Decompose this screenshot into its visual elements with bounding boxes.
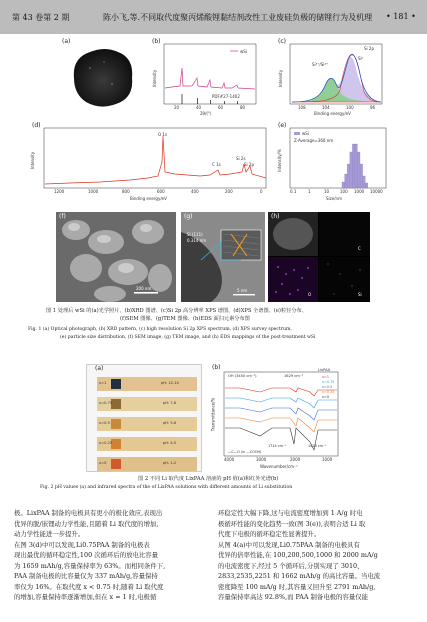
si2p-tick: 108 (298, 105, 306, 110)
ftir-xlabel: Wavenumber/cm⁻¹ (260, 464, 298, 469)
ftir-legend-item: x=0.75 (322, 380, 335, 384)
panel-a-label: (a) (62, 38, 71, 45)
strip-ph-label: pH: 12-14 (161, 381, 179, 385)
strip-x-label: x=0.75 (99, 401, 113, 405)
panel-d-label: (d) (32, 122, 41, 129)
ftir-oh-label: OH (3450 cm⁻¹) (228, 374, 257, 378)
size-tick: 10000 (370, 189, 383, 194)
size-tick: 1000 (354, 189, 365, 194)
survey-tick: 800 (122, 189, 130, 194)
panel-f-label: (f) (59, 213, 66, 220)
ftir-1629-label: 1629 cm⁻¹ (284, 374, 304, 378)
eds-label-si: Si (358, 292, 362, 297)
size-ylabel: Intensity/% (276, 149, 282, 172)
panel-g-label: (g) (184, 213, 193, 220)
body-column-left (14, 508, 210, 603)
ftir-1714-label: 1714 cm⁻¹ (268, 444, 287, 448)
journal-volume: 第 43 卷第 2 期 (12, 13, 70, 22)
si2p-peak-label: Si 2p (244, 162, 255, 167)
body-line: 的电流密度下,经过 5 个循环后,分别实现了 3010、 (218, 561, 364, 570)
size-tick: 1 (308, 189, 311, 194)
page-header (0, 0, 427, 34)
body-line: 容量保持率高达 92.8%,而 PAA 制备电极的容量仅能 (218, 593, 369, 601)
si2p-tick: 100 (346, 105, 354, 110)
fig2-caption-en: Fig. 2 pH values (a) and infrared spectra of the of LixPAA solutions with different amounts of Li substitution (40, 485, 293, 490)
ftir-ylabel: Transmittance/% (210, 397, 216, 432)
strip-ph-label: pH: 7-8 (163, 401, 177, 405)
si2s-label: Si 2s (236, 156, 246, 161)
tem-scale: 5 nm (237, 288, 248, 293)
body-column-right (218, 508, 418, 603)
tem-dspacing: 0.314 nm (187, 238, 207, 243)
page-number: • 181 • (386, 12, 416, 21)
strip-x-label: x=0.25 (99, 441, 113, 445)
eds-label-c: C (358, 246, 361, 251)
si0-label: Si⁰ (358, 56, 364, 61)
xrd-legend: wSi (240, 49, 247, 54)
panel-2b-label: (b) (212, 364, 221, 371)
body-line: 优异的脱/嵌锂动力学性能,且随着 Li 取代度的增加, (14, 519, 159, 528)
survey-tick: 0 (260, 189, 263, 194)
figure-2 (0, 358, 427, 493)
z-average: Z-Average=360 nm (294, 138, 334, 143)
body-line: PAA 制备电极的比容量仅为 337 mAh/g,容量保持 (14, 572, 158, 580)
body-line: 的增加,容量保持率逐渐增加,但在 x = 1 时,电极循 (14, 593, 157, 601)
survey-tick: 1200 (54, 189, 65, 194)
panel-h-label: (h) (271, 213, 280, 220)
size-tick: 0.1 (290, 189, 297, 194)
ftir-1428-label: 1428 cm⁻¹ (308, 444, 327, 448)
c1s-label: C 1s (212, 162, 221, 167)
xps-survey-chart (30, 122, 270, 204)
panel-e-particle-size (278, 122, 390, 204)
ftir-legend-item: x=0 (322, 395, 330, 399)
panel-2b-ftir (210, 364, 342, 476)
survey-tick: 600 (157, 189, 165, 194)
panel-a-optical-photo (60, 38, 145, 113)
fig1-caption-en-2: (e) particle size distribution, (f) SEM image, (g) TEM image, and (h) EDS mappings of the post-treatment wSi (60, 335, 316, 340)
body-line: 极循环性能的变化趋势一致(图 3(e)),表明合适 Li 取 (218, 519, 366, 528)
xrd-xlabel: 2θ/(°) (200, 111, 212, 116)
si2p-xlabel: Binding energy/eV (314, 111, 351, 116)
survey-tick: 400 (191, 189, 199, 194)
strip-x-label: x=0 (99, 461, 107, 465)
body-line: 环稳定性大幅下降,这与电流密度增加到 1 A/g 时电 (218, 509, 363, 517)
fig1-caption-cn-1: 图 1 处理后 wSi 的(a)光学照片、(b)XRD 图谱、(c)Si 2p 高分辨率 XPS 谱图、(d)XPS 全谱图、(e)粒径分布、 (46, 308, 307, 314)
xrd-pdf-label: PDF#27-1402 (212, 94, 240, 99)
panel-2a-label: (a) (95, 365, 104, 372)
si2p-tick: 96 (370, 105, 376, 110)
ftir-coo-label: —C—O (in —COOH) (228, 450, 262, 454)
panel-b-label: (b) (152, 38, 161, 45)
xrd-tick: 80 (240, 105, 246, 110)
body-line: 为 1659 mAh/g,容量保持率为 63%。而相同条件下, (14, 561, 166, 570)
size-legend: wSi (302, 131, 309, 136)
panel-c-label: (c) (278, 38, 286, 45)
panel-d-xps-survey (30, 122, 270, 204)
body-line: 在图 3(d)中可以发现,Li0.75PAA 制备的电极表 (14, 540, 150, 549)
ftir-tick: 1000 (322, 457, 333, 462)
strip-ph-label: pH: 1-2 (163, 461, 177, 465)
ftir-legend-item: x=0.25 (322, 390, 335, 394)
size-xlabel: Size/nm (326, 196, 342, 201)
body-line: 从图 4(a)中可以发现,Li0.75PAA 制备的电极具有 (218, 540, 360, 549)
ftir-legend-title: LixPAA (318, 368, 331, 372)
sem-scale: 200 nm (136, 286, 152, 291)
ftir-legend-item: x=1 (322, 375, 330, 379)
figure-1 (0, 34, 427, 364)
eds-label-o: O (308, 292, 312, 297)
tem-plane: Si (111) (187, 232, 203, 237)
panel-g-tem (181, 212, 265, 302)
survey-tick: 1000 (88, 189, 99, 194)
xrd-tick: 20 (174, 105, 180, 110)
ftir-legend-item: x=0.5 (322, 385, 333, 389)
xrd-tick: 60 (218, 105, 224, 110)
fig1-caption-en-1: Fig. 1 (a) Optical photograph, (b) XRD pattern, (c) high resolution Si 2p XPS spectrum, (d) XPS survey spectrum, (28, 327, 292, 332)
powder-photo (60, 38, 145, 113)
sem-image (56, 212, 176, 302)
panel-c-si2p-xps (278, 38, 390, 118)
size-tick: 100 (340, 189, 348, 194)
body-line: 率仅为 16%。在取代度 x < 0.75 时,随着 Li 取代度 (14, 582, 164, 591)
eds-maps (268, 212, 370, 302)
panel-2a-ph-strips (86, 364, 202, 472)
body-line: 动力学性能进一步提升。 (14, 530, 85, 538)
si34-label: Si³⁺/Si⁴⁺ (312, 62, 329, 67)
body-line: 极。LixPAA 制备的电极具有更小的极化效应,表现出 (14, 509, 163, 517)
si2p-tick: 104 (322, 105, 330, 110)
o1s-label: O 1s (158, 132, 168, 137)
si2p-label: Si 2p (364, 46, 375, 51)
body-line: 优异的倍率性能,在 100,200,500,1000 和 2000 mA/g (218, 551, 378, 559)
strip-x-label: x=0.5 (99, 421, 110, 425)
running-title: 陈小飞,等.不同取代度聚丙烯酸锂黏结剂改性工业废硅负极的储锂行为及机理 (103, 13, 373, 22)
strip-x-label: x=1 (99, 381, 107, 385)
body-line: 密度降至 100 mA/g 时,其容量又回升至 2791 mAh/g, (218, 582, 376, 591)
strip-ph-label: pH: 4-5 (163, 441, 177, 445)
body-line: 2833,2535,2251 和 1662 mAh/g 的高比容量。当电流 (218, 572, 381, 580)
tem-image (181, 212, 265, 302)
survey-tick: 200 (225, 189, 233, 194)
panel-h-eds (268, 212, 370, 302)
strip-ph-label: pH: 5-6 (163, 421, 177, 425)
size-tick: 10 (324, 189, 330, 194)
body-line: 代度下电极的循环稳定性显著提升。 (218, 530, 321, 538)
si2p-ylabel: Intensity (278, 69, 284, 88)
survey-ylabel: Intensity (30, 151, 36, 170)
ftir-tick: 4000 (224, 457, 235, 462)
ftir-tick: 2000 (290, 457, 301, 462)
survey-xlabel: Binding energy/eV (130, 196, 167, 201)
panel-f-sem (56, 212, 176, 302)
panel-b-xrd (152, 38, 262, 118)
body-line: 现出最优的循环稳定性,100 次循环后的放电比容量 (14, 551, 159, 559)
xrd-tick: 40 (196, 105, 202, 110)
fig2-caption-cn: 图 2 不同 Li 取代度 LixPAA 溶液的 pH 值(a)和红外光谱(b) (138, 476, 279, 482)
ftir-tick: 3000 (256, 457, 267, 462)
panel-e-label: (e) (278, 122, 287, 129)
fig1-caption-cn-2: (f)SEM 图像、(g)TEM 图像、(h)EDS 面扫元素分布图 (120, 316, 250, 322)
xrd-ylabel: Intensity (152, 69, 158, 88)
